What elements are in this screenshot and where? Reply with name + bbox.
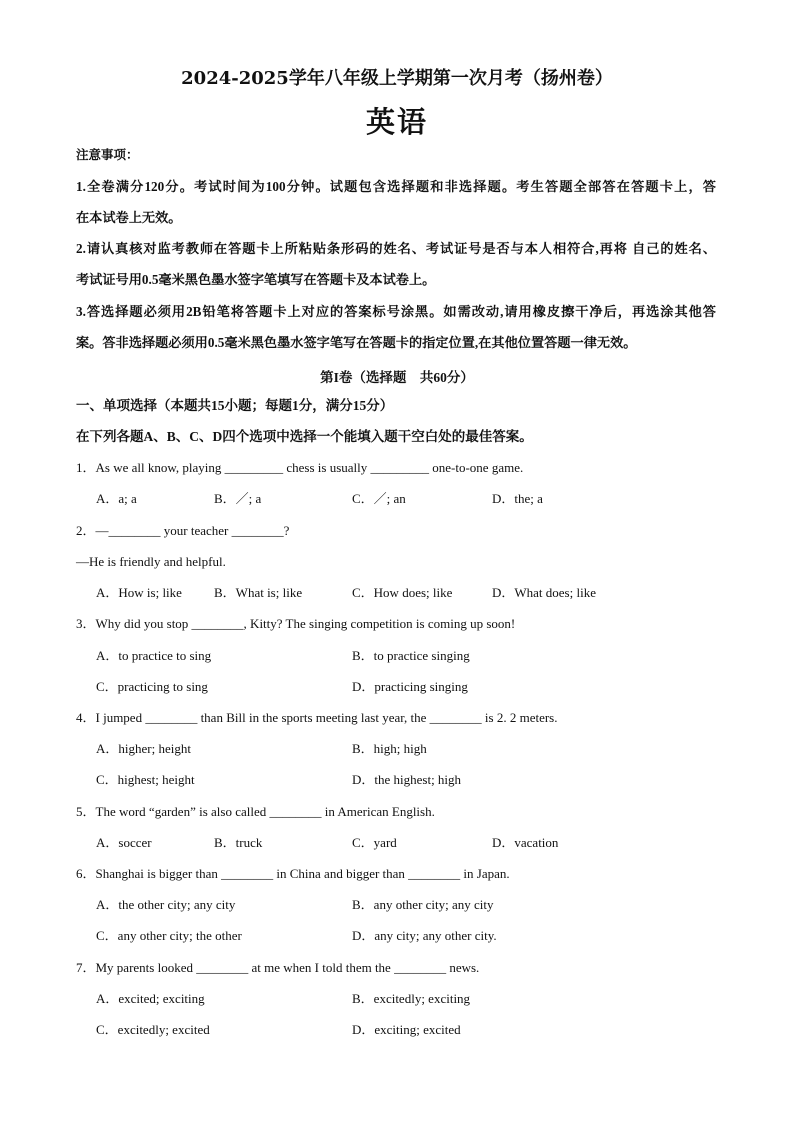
- subject-title: 英语: [365, 105, 428, 139]
- option-a: A．the other city; any city: [96, 897, 236, 912]
- option-c: C．excitedly; excited: [96, 1022, 210, 1037]
- option-d: D．vacation: [492, 835, 559, 850]
- notice-line: 案。答非选择题必须用0.5毫米黑色墨水签字笔写在答题卡的指定位置,在其他位置答题一律无效。: [76, 335, 637, 350]
- part-instruction: 在下列各题A、B、C、D四个选项中选择一个能填入题干空白处的最佳答案。: [76, 429, 533, 444]
- option-a: A．to practice to sing: [96, 648, 212, 663]
- option-b: B．excitedly; exciting: [352, 991, 471, 1006]
- question-stem: 7．My parents looked ________ at me when I told them the ________ news.: [76, 960, 480, 975]
- option-d: D．practicing singing: [352, 679, 468, 694]
- option-d: D．What does; like: [492, 585, 596, 600]
- option-b: B．any other city; any city: [352, 897, 494, 912]
- option-c: C．How does; like: [352, 585, 453, 600]
- option-d: D．any city; any other city.: [352, 928, 497, 943]
- option-a: A．soccer: [96, 835, 152, 850]
- option-d: D．exciting; excited: [352, 1022, 461, 1037]
- question-stem: 4．I jumped ________ than Bill in the sports meeting last year, the ________ is 2. 2 meters.: [76, 710, 558, 725]
- option-a: A．a; a: [96, 491, 137, 506]
- option-b: B．／; a: [214, 491, 262, 506]
- notice-heading: 注意事项：: [76, 148, 139, 162]
- option-c: C．yard: [352, 835, 397, 850]
- part-heading: 一、单项选择（本题共15小题；每题1分，满分15分）: [76, 398, 394, 413]
- exam-title: 2024-2025学年八年级上学期第一次月考（扬州卷）: [181, 68, 613, 89]
- option-b: B．What is; like: [214, 585, 303, 600]
- notice-line: 3.答选择题必须用2B铅笔将答题卡上对应的答案标号涂黑。如需改动,请用橡皮擦干净后，再选涂其他答: [76, 304, 716, 319]
- question-stem: 1．As we all know, playing _________ chess is usually _________ one-to-one game.: [76, 460, 524, 475]
- option-c: C．practicing to sing: [96, 679, 208, 694]
- option-b: B．to practice singing: [352, 648, 470, 663]
- question-stem: 5．The word “garden” is also called ________ in American English.: [76, 804, 435, 819]
- question-stem: 3．Why did you stop ________, Kitty? The singing competition is coming up soon!: [76, 616, 516, 631]
- notice-line: 在本试卷上无效。: [76, 210, 182, 225]
- question-stem: 2．—________ your teacher ________?: [76, 523, 290, 538]
- section-title: 第I卷（选择题 共60分）: [320, 370, 474, 385]
- option-d: D．the; a: [492, 491, 543, 506]
- question-stem: 6．Shanghai is bigger than ________ in China and bigger than ________ in Japan.: [76, 866, 510, 881]
- notice-line: 2.请认真核对监考教师在答题卡上所粘贴条形码的姓名、考试证号是否与本人相符合,再将 自己的姓名、: [76, 241, 716, 256]
- option-a: A．How is; like: [96, 585, 182, 600]
- option-d: D．the highest; high: [352, 772, 462, 787]
- option-c: C．any other city; the other: [96, 928, 242, 943]
- notice-line: 考试证号用0.5毫米黑色墨水签字笔填写在答题卡及本试卷上。: [76, 272, 436, 287]
- option-c: C．／; an: [352, 491, 406, 506]
- option-b: B．high; high: [352, 741, 427, 756]
- option-a: A．excited; exciting: [96, 991, 205, 1006]
- option-c: C．highest; height: [96, 772, 195, 787]
- notice-line: 1.全卷满分120分。考试时间为100分钟。试题包含选择题和非选择题。考生答题全部答在答题卡上，答: [76, 179, 716, 194]
- option-b: B．truck: [214, 835, 263, 850]
- option-a: A．higher; height: [96, 741, 191, 756]
- question-stem-reply: —He is friendly and helpful.: [76, 554, 226, 569]
